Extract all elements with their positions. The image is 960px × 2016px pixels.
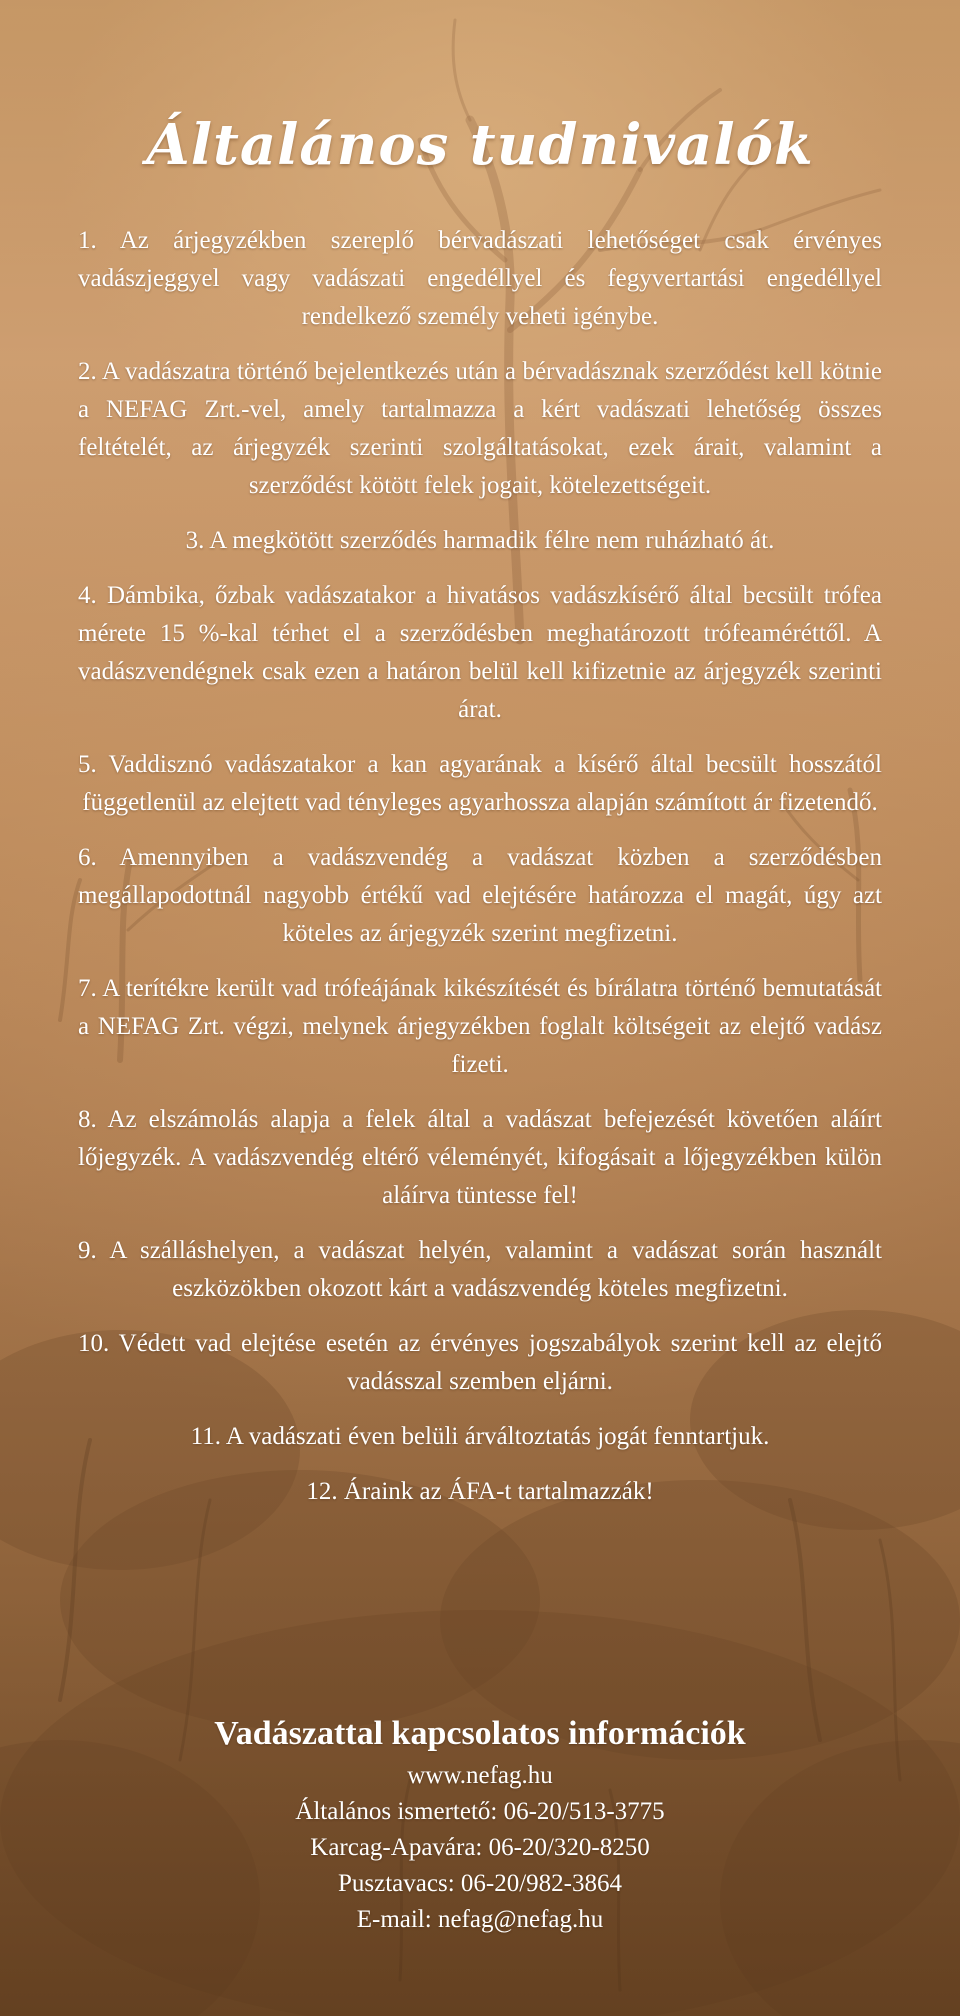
list-item-10: 10. Védett vad elejtése esetén az érvényes jogszabályok szerint kell az elejtő vadásszal szemben eljárni.: [78, 1330, 882, 1395]
list-item-6: 6. Amennyiben a vadászvendég a vadászat közben a szerződésben megállapodottnál nagyobb értékű vad elejtésére határozza el magát, úgy azt köteles az árjegyzék szerint megfizetni.: [78, 844, 882, 947]
rules-list: [78, 222, 882, 1528]
contact-info-title: Vadászattal kapcsolatos információk: [214, 1715, 746, 1752]
list-item-9: 9. A szálláshelyen, a vadászat helyén, valamint a vadászat során használt eszközökben okozott kárt a vadászvendég köteles megfizetni.: [78, 1237, 882, 1302]
karcag-phone: Karcag-Apavára: 06-20/320-8250: [310, 1834, 650, 1861]
general-phone: Általános ismertető: 06-20/513-3775: [295, 1798, 665, 1825]
list-item-7: 7. A terítékre került vad trófeájának kikészítését és bírálatra történő bemutatását a NEFAG Zrt. végzi, melynek árjegyzékben foglalt költségeit az elejtő vadász fizeti.: [78, 975, 882, 1078]
list-item-2: 2. A vadászatra történő bejelentkezés után a bérvadásznak szerződést kell kötnie a NEFAG Zrt.-vel, amely tartalmazza a kért vadászati lehetőség összes feltételét, az árjegyzék szerinti szolgáltatásokat, ezek árait, valamint a szerződést kötött felek jogait, kötelezettségeit.: [78, 358, 882, 499]
list-item-4: 4. Dámbika, őzbak vadászatakor a hivatásos vadászkísérő által becsült trófea mérete 15 %-kal térhet el a szerződésben meghatározott trófeaméréttől. A vadászvendégnek csak ezen a határon belül kell kifizetnie az árjegyzék szerinti árat.: [78, 582, 882, 723]
email-link[interactable]: E-mail: nefag@nefag.hu: [356, 1906, 604, 1933]
contact-info-section: [0, 1712, 960, 1938]
page-title: Általános tudnivalók: [146, 112, 814, 178]
website-link[interactable]: www.nefag.hu: [407, 1762, 553, 1789]
list-item-3: 3. A megkötött szerződés harmadik félre nem ruházható át.: [185, 527, 775, 554]
list-item-11: 11. A vadászati éven belüli árváltoztatás jogát fenntartjuk.: [190, 1423, 770, 1450]
pusztavacs-phone: Pusztavacs: 06-20/982-3864: [338, 1870, 622, 1897]
list-item-5: 5. Vaddisznó vadászatakor a kan agyarának a kísérő által becsült hosszától függetlenül az elejtett vad tényleges agyarhossza alapján számított ár fizetendő.: [78, 751, 882, 816]
list-item-1: 1. Az árjegyzékben szereplő bérvadászati lehetőséget csak érvényes vadászjeggyel vagy vadászati engedéllyel és fegyvertartási engedéllyel rendelkező személy veheti igénybe.: [78, 227, 882, 330]
list-item-8: 8. Az elszámolás alapja a felek által a vadászat befejezését követően aláírt lőjegyzék. A vadászvendég eltérő véleményét, kifogásait a lőjegyzékben külön aláírva tüntesse fel!: [78, 1106, 882, 1209]
list-item-12: 12. Áraink az ÁFA-t tartalmazzák!: [306, 1478, 654, 1505]
